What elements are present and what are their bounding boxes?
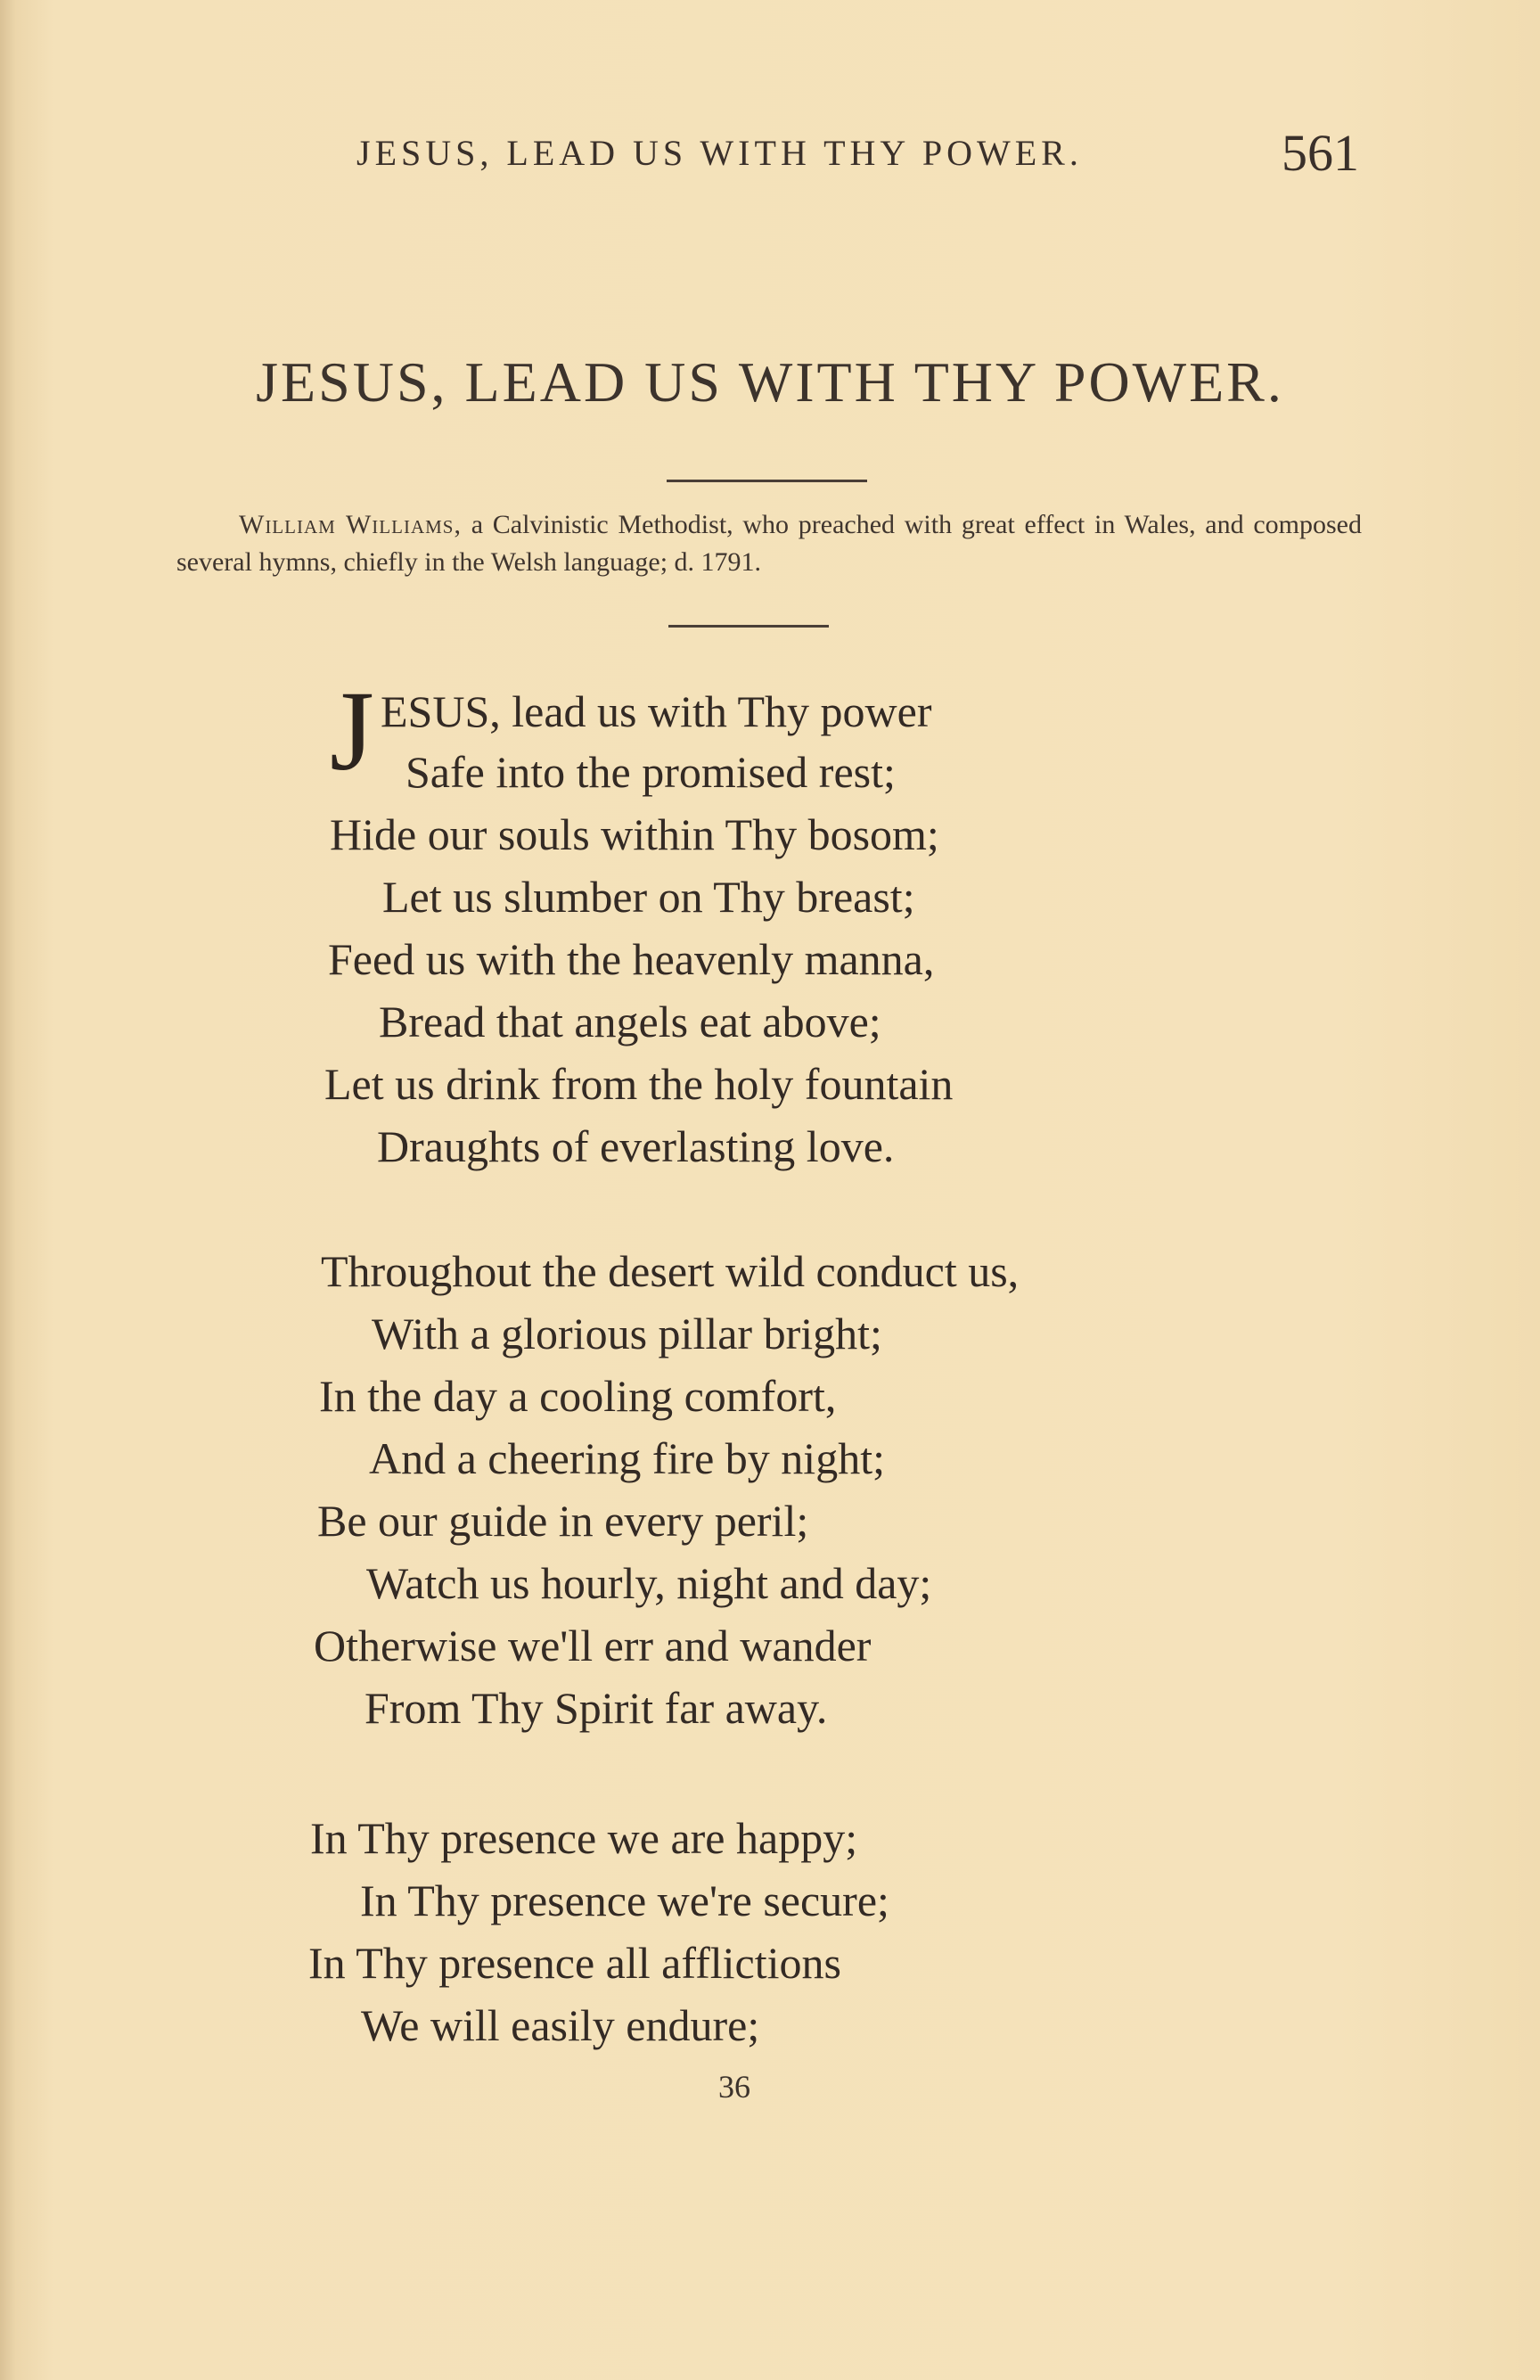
poem-line: In the day a cooling comfort, (319, 1371, 837, 1421)
poem-line: Otherwise we'll err and wander (314, 1621, 872, 1670)
poem-line: With a glorious pillar bright; (372, 1309, 882, 1358)
poem-line: Be our guide in every peril; (317, 1496, 809, 1546)
poem-line: In Thy presence all afflictions (308, 1938, 841, 1988)
attribution-rule (668, 625, 829, 628)
poem-line: Watch us hourly, night and day; (366, 1558, 932, 1608)
poem-line: From Thy Spirit far away. (365, 1683, 828, 1733)
page-number: 561 (1282, 124, 1359, 182)
poem-line: ESUS, lead us with Thy power (381, 686, 932, 736)
poem-line: In Thy presence we are happy; (310, 1813, 858, 1863)
title-rule (667, 480, 867, 482)
poem-line: We will easily endure; (361, 2000, 760, 2050)
drop-cap: J (330, 668, 374, 794)
poem-line: Throughout the desert wild conduct us, (321, 1246, 1020, 1296)
poem-line: And a cheering fire by night; (369, 1433, 885, 1483)
poem-line: Draughts of everlasting love. (377, 1121, 895, 1171)
attribution-author: William Williams, (239, 510, 462, 539)
poem-line: Let us drink from the holy fountain (324, 1059, 954, 1109)
hymn-title: JESUS, LEAD US WITH THY POWER. (256, 350, 1284, 414)
poem-line: Safe into the promised rest; (405, 747, 896, 797)
poem-line: Bread that angels eat above; (379, 997, 881, 1046)
attribution (176, 506, 1362, 581)
poem-line: Feed us with the heavenly manna, (328, 934, 935, 984)
poem-line: Let us slumber on Thy breast; (382, 872, 915, 922)
attribution-text: a Calvinistic Methodist, who preached with great effect in Wales, and composed several hymns, chiefly in the Welsh language; d. 1791. (176, 510, 1362, 577)
poem-line: Hide our souls within Thy bosom; (330, 809, 939, 859)
running-head: JESUS, LEAD US WITH THY POWER. (356, 133, 1083, 173)
poem-line: In Thy presence we're secure; (360, 1875, 889, 1925)
signature-mark: 36 (718, 2069, 750, 2105)
